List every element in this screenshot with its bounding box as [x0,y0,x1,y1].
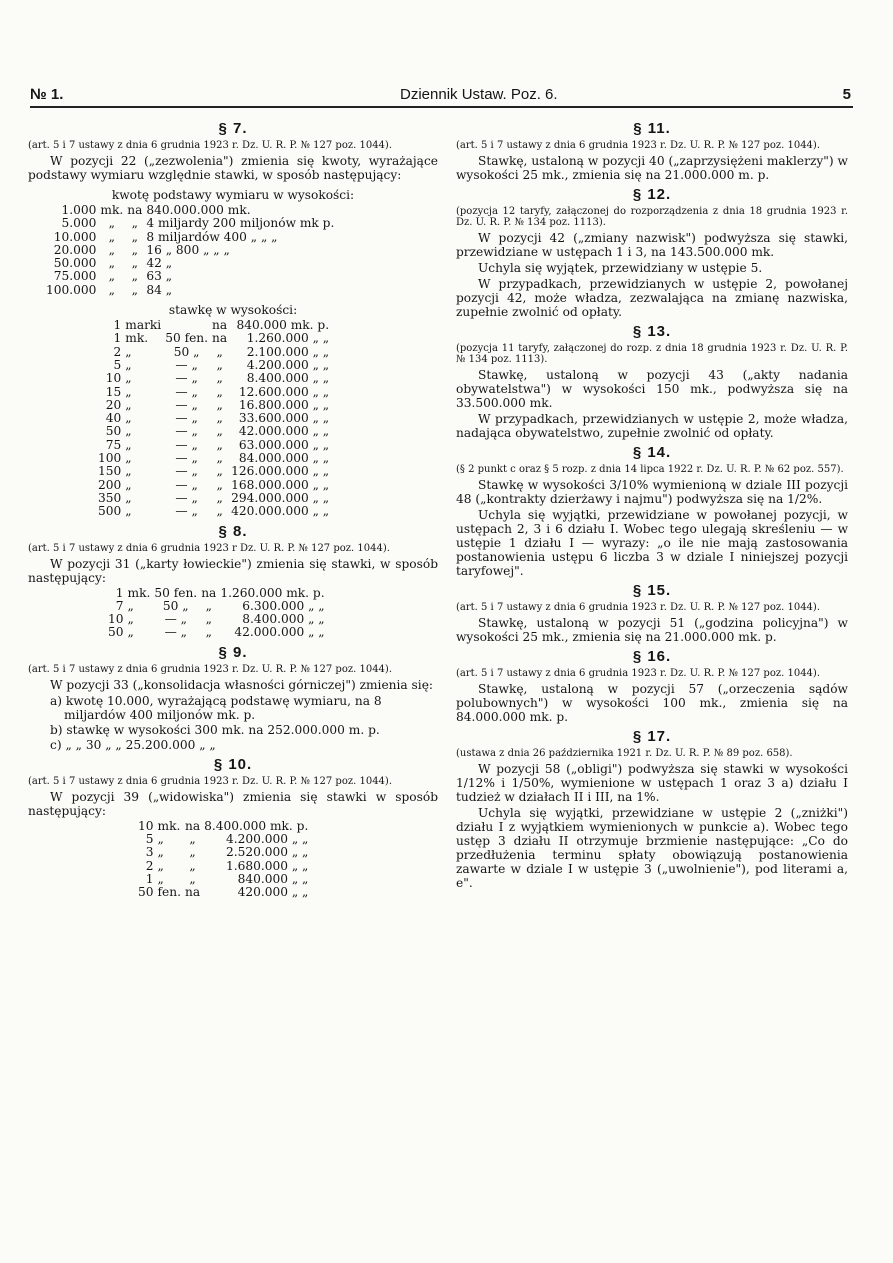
s10-row-cell: „ [157,858,164,873]
kwota-row-cell: 100.000 [46,282,97,297]
s8-row-cell: — „ [164,612,187,627]
stawka-row-cell: 168.000.000 „ „ [231,477,330,492]
stawka-row-cell: 294.000.000 „ „ [231,490,330,505]
stawka-row-cell: 840.000 mk. p. [236,318,330,333]
stawka-row-cell: „ [216,437,223,452]
stawka-row-cell: „ [216,371,223,386]
stawka-row-cell: 8.400.000 „ „ [246,371,330,386]
s10-row-cell: „ [189,858,196,873]
stawka-row-cell: 12.600.000 „ „ [238,384,330,399]
stawka-row-cell: „ [125,464,132,479]
stawka-row-cell: „ [125,411,132,426]
section-17-title: § 17. [632,728,672,745]
section-12-p3: W przypadkach, przewidzianych w ustępie 2, powołanej pozycji 42, może władza, zezwalająca na zmianę nazwiska, zupełnie zwolnić od opłaty. [456,277,848,319]
s10-row-cell: 1 [145,871,154,886]
s10-row-cell: „ [157,845,164,860]
stawka-row-cell: — „ [175,490,198,505]
stawka-row-cell: 2.100.000 „ „ [246,344,330,359]
kwota-row-cell: 50.000 [53,256,97,271]
s10-row [138,860,312,873]
stawka-row-cell: „ [125,504,132,519]
section-7-ref: (art. 5 i 7 ustawy z dnia 6 grudnia 1923 r. Dz. U. R. P. № 127 poz. 1044). [28,140,392,151]
s10-row-cell: „ [189,832,196,847]
stawka-row-cell: „ [216,464,223,479]
stawka-row-cell [165,319,212,332]
section-12-p1: W pozycji 42 („zmiany nazwisk") podwyższa się stawki, przewidziane w ustępach 1 i 3, na 143.500.000 mk. [456,231,848,259]
s8-row-cell: 50 [108,625,124,640]
section-8-title: § 8. [218,522,248,540]
stawka-row-cell: 15 [105,384,122,399]
stawka-row-cell: „ [216,384,223,399]
section-10-title: § 10. [213,755,253,773]
section-9-item-a: a) kwotę 10.000, wyrażającą podstawę wymiaru, na 8 miljardów 400 miljonów mk. p. [50,693,382,722]
stawka-row [98,412,333,425]
s10-row-cell: 8.400.000 mk. p. [204,818,309,833]
stawka-row-cell: „ [216,477,223,492]
section-16-text: Stawkę, ustaloną w pozycji 57 („orzeczenia sądów polubownych") w wysokości 100 mk., zmienia się na 84.000.000 mk. p. [456,682,848,724]
s8-row-cell: 50 „ [162,598,189,613]
kwota-row-cell: „ [131,269,138,284]
kwota-row-cell: na [127,203,143,217]
kwota-row-cell: 75.000 [53,269,97,284]
section-14-title: § 14. [632,444,672,461]
stawka-row-cell: — „ [175,477,198,492]
stawka-row [98,332,333,345]
s8-row-cell: 10 [108,612,124,627]
s8-row-cell: 8.400.000 „ „ [242,612,325,627]
stawka-row-cell: 2 [113,344,122,359]
section-13-title: § 13. [632,323,672,340]
section-17-p1: W pozycji 58 („obligi") podwyższa się stawki w wysokości 1/12% i 1/50%, wymienione w ustępach 1 oraz 3 a) działu I tudzież w działach II i III, na 1%. [456,762,848,804]
kwota-row-cell: „ [131,256,138,271]
s8-row-cell: 6.300.000 „ „ [242,598,325,613]
kwota-row-cell: 5.000 [61,216,97,231]
stawka-row [98,505,333,518]
section-9-title: § 9. [218,643,248,661]
stawka-row-cell: 126.000.000 „ „ [231,464,330,479]
stawka-row-cell: 500 [98,504,122,519]
stawka-row-cell: 1 [113,318,122,333]
s8-row-cell: 1.260.000 mk. p. [220,585,325,600]
kwota-row-cell: 4 miljardy 200 miljonów mk p. [146,216,335,231]
s8-row-cell: 50 fen. [154,585,198,600]
left-column [28,122,438,900]
stawka-row-cell: 1.260.000 „ „ [246,331,330,346]
section-15-ref: (art. 5 i 7 ustawy z dnia 6 grudnia 1923 r. Dz. U. R. P. № 127 poz. 1044). [456,602,820,613]
section-13-ref: (pozycja 11 taryfy, załączonej do rozp. z dnia 18 grudnia 1923 r. Dz. U. R. P. № 134 poz. 1113). [456,343,848,365]
s8-row [108,587,329,600]
stawka-row [98,479,333,492]
s10-row-cell: 1.680.000 „ „ [225,858,309,873]
right-column [456,122,848,892]
stawka-row-cell: 20 [105,397,122,412]
kwota-row-cell: 16 „ 800 „ „ „ [146,242,230,257]
s10-row-cell: na [184,885,201,900]
stawka-row [98,319,333,332]
stawka-row [98,372,333,385]
section-7-text: W pozycji 22 („zezwolenia") zmienia się kwoty, wyrażające podstawy wymiaru względnie stawki, w sposób następujący: [28,154,438,182]
s10-row-cell: „ [157,832,164,847]
s8-row [108,613,329,626]
stawka-row-cell: 200 [98,477,122,492]
stawka-row [98,386,333,399]
s8-row-cell: mk. [127,585,151,600]
kwota-row [46,270,338,283]
kwota-row [46,284,338,297]
stawki-table [98,319,333,518]
stawka-row [98,399,333,412]
stawka-row-cell: „ [125,371,132,386]
section-15-text: Stawkę, ustaloną w pozycji 51 („godzina policyjna") w wysokości 25 mk., zmienia się na 21.000.000 mk. p. [456,616,848,644]
stawka-row-cell: „ [125,477,132,492]
stawka-row-cell: — „ [175,397,198,412]
stawka-row-cell: — „ [175,504,198,519]
kwota-row-cell: „ [131,282,138,297]
section-8-ref: (art. 5 i 7 ustawy z dnia 6 grudnia 1923 r Dz. U. R. P. № 127 poz. 1044). [28,542,390,554]
s8-row-cell: „ [127,625,134,640]
stawka-row-cell: — „ [175,464,198,479]
kwota-row-cell: „ [108,242,115,257]
s8-row-cell: „ [205,612,212,627]
section-9-text: W pozycji 33 („konsolidacja własności górniczej") zmienia się: [50,677,434,692]
s8-table [108,587,329,640]
kwota-row-cell: „ [108,269,115,284]
stawka-row-cell: 33.600.000 „ „ [238,411,330,426]
s10-row [138,820,312,833]
kwota-row-cell: „ [131,229,138,244]
s10-row-cell: fen. [157,885,181,900]
s8-row-cell: „ [205,625,212,640]
section-11-text: Stawkę, ustaloną w pozycji 40 („zaprzysiężeni maklerzy") w wysokości 25 mk., zmienia się na 21.000.000 m. p. [456,154,848,182]
stawka-row-cell: mk. [125,331,149,346]
section-16-ref: (art. 5 i 7 ustawy z dnia 6 grudnia 1923 r. Dz. U. R. P. № 127 poz. 1044). [456,668,820,679]
s10-table [138,820,312,900]
s10-row-cell: 10 [138,818,154,833]
s10-row-cell: „ [157,871,164,886]
s8-row-cell: „ [127,612,134,627]
kwota-row-cell: 10.000 [53,229,97,244]
stawka-row-cell: 350 [98,490,122,505]
stawka-row-cell: 50 fen. [165,331,209,346]
stawka-row-cell: — „ [175,451,198,466]
s8-row-cell: 7 [115,598,124,613]
section-17-p2: Uchyla się wyjątki, przewidziane w ustępie 2 („zniżki") działu I z wyjątkiem wymienionych w punkcie a). Wobec tego ustęp 3 działu II otrzymuje brzmienie następujące: „Co do przedłużenia terminu spłaty obowiązują postanowienia zawarte w dziale I w ustępie 3 („uwolnienie"), pod literami a, e". [456,806,848,890]
stawka-row-cell: „ [125,437,132,452]
section-15-title: § 15. [632,582,672,599]
stawka-row-cell: „ [125,384,132,399]
s10-row-cell: 50 [138,885,154,900]
kwota-row-cell: „ [108,282,115,297]
kwota-row-cell: 1.000 [61,203,97,217]
stawka-row [98,439,333,452]
stawka-row-cell: na [212,318,228,333]
kwota-row-cell: „ [108,256,115,271]
stawka-row-cell: — „ [175,424,198,439]
stawka-row-cell: 150 [98,464,122,479]
section-14-p1: Stawkę w wysokości 3/10% wymienioną w dziale III pozycji 48 („kontrakty dzierżawy i najmu") podwyższa się na 1/2%. [456,478,848,506]
kwota-row-cell: „ [108,216,115,231]
kwota-row-cell: 84 „ [146,282,173,297]
stawka-row-cell: „ [125,344,132,359]
stawka-row [98,492,333,505]
section-11-ref: (art. 5 i 7 ustawy z dnia 6 grudnia 1923 r. Dz. U. R. P. № 127 poz. 1044). [456,140,820,151]
stawka-row-cell: — „ [175,437,198,452]
stawka-row-cell: 5 [113,357,122,372]
stawka-row [98,359,333,372]
s8-row [108,600,329,613]
stawka-row-cell: „ [216,397,223,412]
s10-row-cell: „ [189,871,196,886]
kwota-row [46,217,338,230]
section-9-ref: (art. 5 i 7 ustawy z dnia 6 grudnia 1923 r. Dz. U. R. P. № 127 poz. 1044). [28,663,392,675]
s10-row-cell: 3 [145,845,154,860]
section-13-p2: W przypadkach, przewidzianych w ustępie 2, może władza, nadająca obywatelstwo, zupełnie zwolnić od opłaty. [456,412,848,440]
section-9-item-c: c) „ „ 30 „ „ 25.200.000 „ „ [50,737,216,752]
stawka-row-cell: 63.000.000 „ „ [238,437,330,452]
stawka-row-cell: „ [125,424,132,439]
s10-row-cell: 2 [145,858,154,873]
stawka-row-cell: 40 [105,411,122,426]
stawka-row-cell: „ [216,357,223,372]
section-12-ref: (pozycja 12 taryfy, załączonej do rozporządzenia z dnia 18 grudnia 1923 r. Dz. U. R. P. № 134 poz. 1113). [456,206,848,228]
section-12-p2: Uchyla się wyjątek, przewidziany w ustępie 5. [478,261,763,275]
s8-row-cell: na [201,585,217,600]
stawka-row-cell: — „ [175,384,198,399]
stawka-row-cell: 10 [105,371,122,386]
s8-row-cell: „ [205,598,212,613]
stawka-row-cell: 1 [113,331,122,346]
kwota-row [46,231,338,244]
stawka-row-cell: „ [216,424,223,439]
journal-title: Dziennik Ustaw. Poz. 6. [400,86,558,103]
section-10-ref: (art. 5 i 7 ustawy z dnia 6 grudnia 1923 r. Dz. U. R. P. № 127 poz. 1044). [28,775,392,787]
stawka-row [98,452,333,465]
stawka-row-cell: „ [125,357,132,372]
section-10-text: W pozycji 39 („widowiska") zmienia się stawki w sposób następujący: [28,789,438,818]
stawka-row-cell: „ [125,397,132,412]
stawka-row-cell: — „ [175,357,198,372]
stawka-row [98,425,333,438]
stawka-row-cell: „ [216,490,223,505]
section-7-kwota-label: kwotę podstawy wymiaru w wysokości: [111,188,355,202]
s10-row [138,833,312,846]
stawka-row-cell: 42.000.000 „ „ [238,424,330,439]
kwoty-table [46,204,338,297]
page-number: 5 [842,86,851,103]
s10-row [138,873,312,886]
s8-row [108,626,329,639]
section-11-title: § 11. [633,120,671,137]
stawka-row-cell: 84.000.000 „ „ [238,451,330,466]
kwota-row [46,244,338,257]
stawka-row-cell: marki [125,318,162,333]
kwota-row-cell: 8 miljardów 400 „ „ „ [146,229,278,244]
s10-row-cell: mk. [157,818,181,833]
section-7-stawka-label: stawkę w wysokości: [168,303,298,318]
stawka-row-cell: — „ [175,371,198,386]
kwota-row-cell: 20.000 [53,242,97,257]
page-header [30,84,853,108]
section-16-title: § 16. [632,648,672,665]
issue-number: № 1. [30,86,64,103]
s8-row-cell: — „ [164,625,187,640]
kwota-row [46,257,338,270]
s10-row-cell: na [184,818,201,833]
stawka-row-cell: 420.000.000 „ „ [231,504,330,519]
section-12-title: § 12. [632,186,672,203]
kwota-row-cell: „ [131,216,138,231]
kwota-row-cell: 42 „ [146,256,173,271]
stawka-row-cell: 100 [98,451,122,466]
kwota-row-cell: 840.000.000 mk. [146,203,251,217]
section-13-p1: Stawkę, ustaloną w pozycji 43 („akty nadania obywatelstwa") w wysokości 150 mk., podwyższa się na 33.500.000 mk. [456,368,848,410]
s10-row-cell: 420.000 „ „ [237,885,309,900]
s10-row [138,846,312,859]
kwota-row-cell: „ [131,242,138,257]
s10-row-cell: 5 [145,832,154,847]
stawka-row-cell: 4.200.000 „ „ [246,357,330,372]
stawka-row [98,465,333,478]
stawka-row-cell: „ [125,451,132,466]
stawka-row-cell: „ [125,490,132,505]
s10-row [138,886,312,899]
s8-row-cell: „ [127,598,134,613]
s8-row-cell: 1 [115,585,124,600]
s10-row-cell: 4.200.000 „ „ [225,832,309,847]
section-14-p2: Uchyla się wyjątki, przewidziane w powołanej pozycji, w ustępach 2, 3 i 6 działu I. Wobec tego ulegają skreśleniu — w ustępie 1 działu I — wyrazy: „o ile nie mają zastosowania postanowienia ustępu 6 liczba 3 w dziale I niniejszej pozycji taryfowej". [456,508,848,578]
s10-row-cell: 2.520.000 „ „ [225,845,309,860]
s8-row-cell: 42.000.000 „ „ [234,625,325,640]
stawka-row-cell: „ [216,504,223,519]
stawka-row-cell: 75 [105,437,122,452]
kwota-row [46,204,338,217]
stawka-row-cell: — „ [175,411,198,426]
section-17-ref: (ustawa z dnia 26 października 1921 r. Dz. U. R. P. № 89 poz. 658). [456,748,793,759]
section-14-ref: (§ 2 punkt c oraz § 5 rozp. z dnia 14 lipca 1922 r. Dz. U. R. P. № 62 poz. 557). [456,464,844,475]
stawka-row-cell: „ [216,451,223,466]
stawka-row-cell: „ [216,411,223,426]
stawka-row-cell: 16.800.000 „ „ [238,397,330,412]
s10-row-cell: 840.000 „ „ [237,871,309,886]
kwota-row-cell: mk. [100,203,124,217]
stawka-row-cell: 50 [105,424,122,439]
section-8-text: W pozycji 31 („karty łowieckie") zmienia się stawki, w sposób następujący: [28,556,438,585]
section-9-item-b: b) stawkę w wysokości 300 mk. na 252.000.000 m. p. [50,722,380,737]
stawka-row-cell: 50 „ [173,344,200,359]
s10-row-cell: „ [189,845,196,860]
kwota-row-cell: 63 „ [146,269,173,284]
stawka-row [98,346,333,359]
kwota-row-cell: „ [108,229,115,244]
section-7-title: § 7. [218,120,248,137]
stawka-row-cell: na [212,331,228,346]
stawka-row-cell: „ [216,344,223,359]
